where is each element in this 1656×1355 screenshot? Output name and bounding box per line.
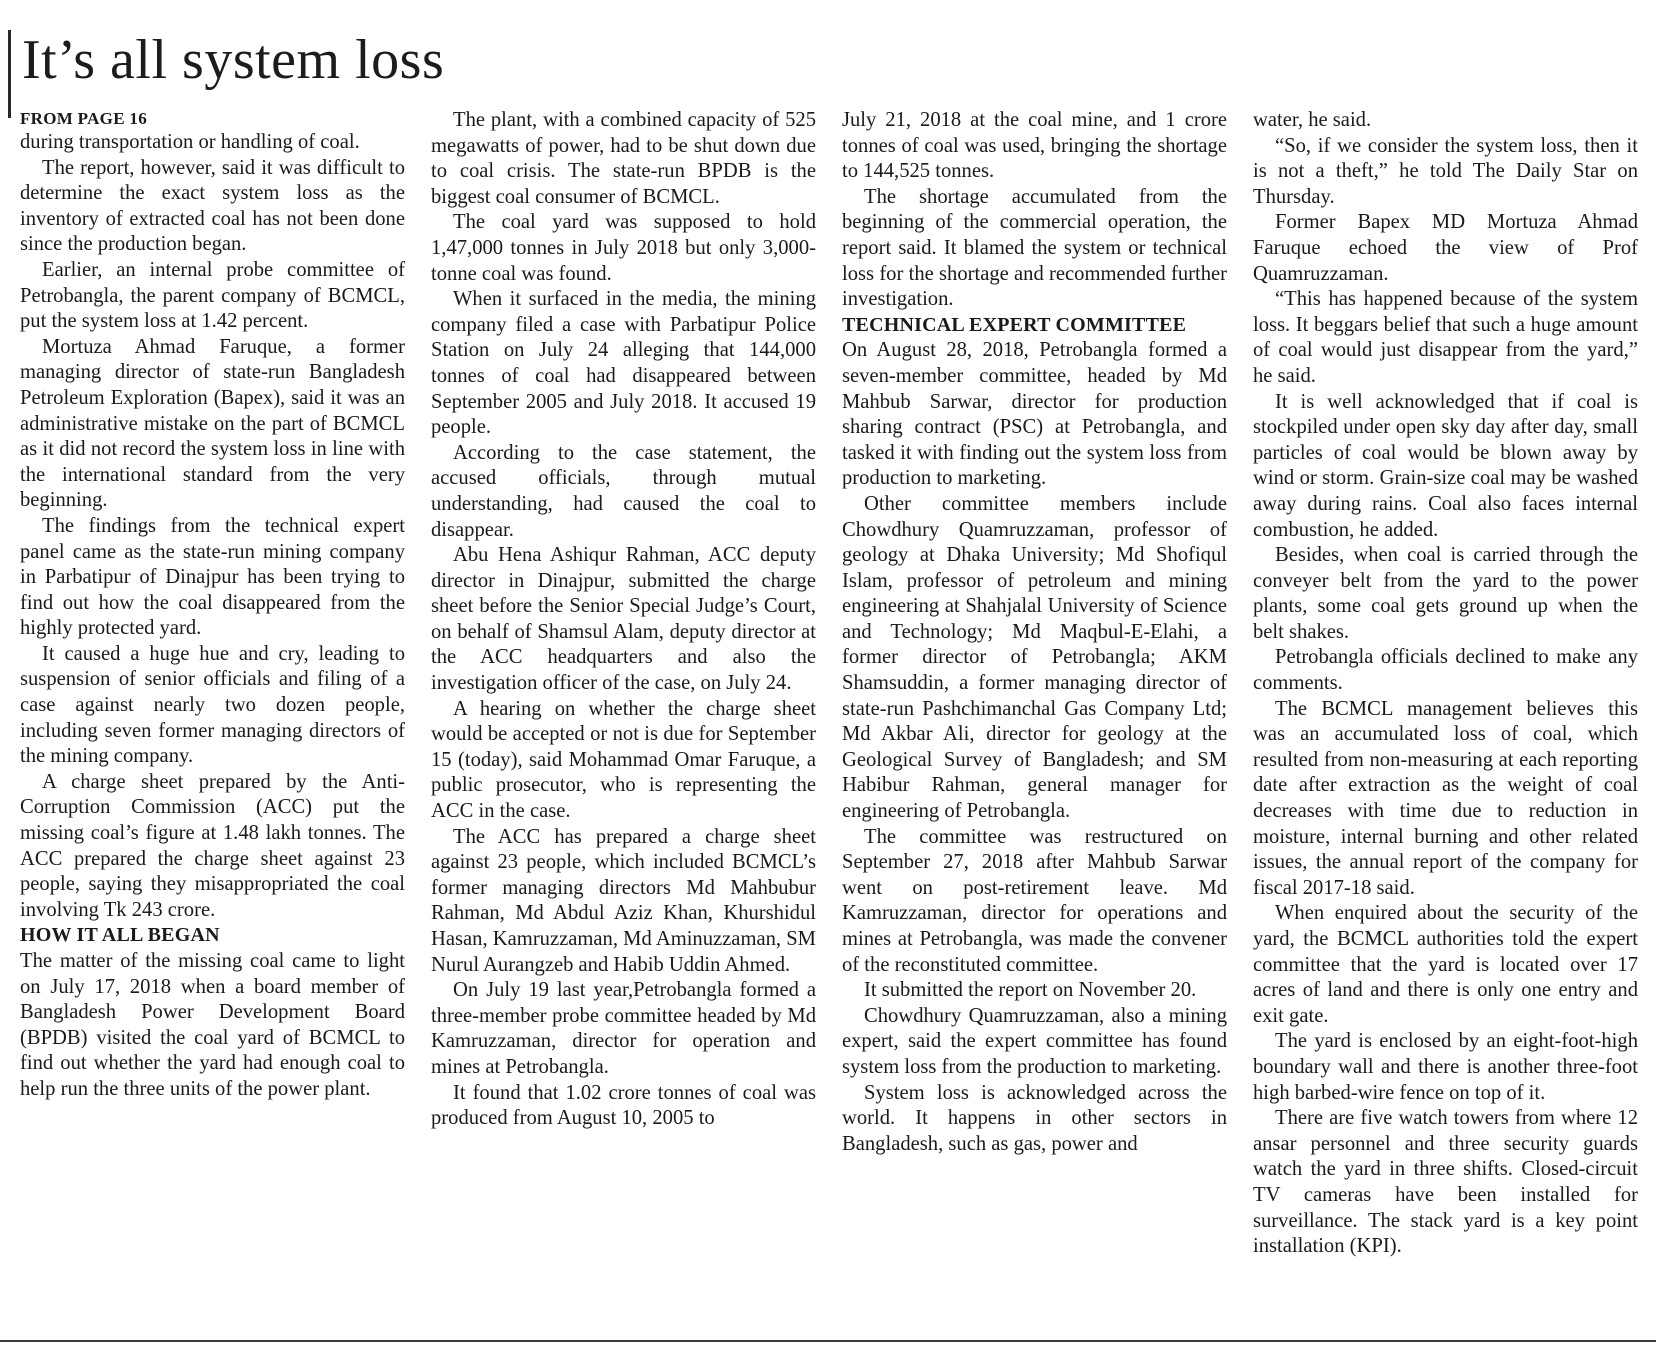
headline-rule [8, 30, 11, 118]
article-paragraph: The shortage accumulated from the beginning of the commercial operation, the report said. It blamed the system or technical loss for the shortage and recommended further investigation. [842, 185, 1227, 311]
article-paragraph: “So, if we consider the system loss, then it is not a theft,” he told The Daily Star on Thursday. [1253, 134, 1638, 208]
article-paragraph: July 21, 2018 at the coal mine, and 1 crore tonnes of coal was used, bringing the shortage to 144,525 tonnes. [842, 109, 1227, 183]
article-paragraph: The committee was restructured on September 27, 2018 after Mahbub Sarwar went on post-retirement leave. Md Kamruzzaman, director for operations and mines at Petrobangla, was made the convener of the reconstituted committee. [842, 825, 1227, 976]
article-paragraph: When enquired about the security of the yard, the BCMCL authorities told the expert committee that the yard is located over 17 acres of land and there is only one entry and exit gate. [1253, 902, 1638, 1027]
article-paragraph: The plant, with a combined capacity of 525 megawatts of power, had to be shut down due to coal crisis. The state-run BPDB is the biggest coal consumer of BCMCL. [431, 109, 816, 208]
article-paragraph: Mortuza Ahmad Faruque, a former managing director of state-run Bangladesh Petroleum Exploration (Bapex), said it was an administrative mistake on the part of BCMCL as it did not record the system loss in line with the international standard from the very beginning. [20, 335, 405, 512]
article-paragraph: Chowdhury Quamruzzaman, also a mining expert, said the expert committee has found system loss from the production to marketing. [842, 1004, 1227, 1078]
article-paragraph: The findings from the technical expert panel came as the state-run mining company in Parbatipur of Dinajpur has been trying to find out how the coal disappeared from the highly protected yard. [20, 514, 405, 640]
article-paragraph: It caused a huge hue and cry, leading to suspension of senior officials and filing of a case against nearly two dozen people, including seven former managing directors of the mining company. [20, 642, 405, 768]
article-paragraph: Petrobangla officials declined to make any comments. [1253, 646, 1638, 695]
section-subhead: TECHNICAL EXPERT COMMITTEE [842, 313, 1187, 336]
article-paragraph: On August 28, 2018, Petrobangla formed a seven-member committee, headed by Md Mahbub Sarwar, director for production sharing contract (PSC) at Petrobangla, and tasked it with finding out the system loss from production to marketing. [842, 339, 1227, 490]
article-paragraph: The BCMCL management believes this was an accumulated loss of coal, which resulted from non-measuring at each reporting date after extraction as the weight of coal decreases with time due to reduction in moisture, internal burning and other related issues, the annual report of the company for fiscal 2017-18 said. [1253, 697, 1638, 899]
article-paragraph: A charge sheet prepared by the Anti-Corruption Commission (ACC) put the missing coal’s figure at 1.48 lakh tonnes. The ACC prepared the charge sheet against 23 people, saying they misappropriated the coal involving Tk 243 crore. [20, 770, 405, 921]
article-paragraph: during transportation or handling of coal. [20, 131, 360, 153]
article-paragraph: The yard is enclosed by an eight-foot-high boundary wall and there is another three-foot high barbed-wire fence on top of it. [1253, 1030, 1638, 1104]
article-paragraph: The coal yard was supposed to hold 1,47,000 tonnes in July 2018 but only 3,000-tonne coal was found. [431, 211, 816, 285]
article-paragraph: Besides, when coal is carried through the conveyer belt from the yard to the power plants, some coal gets ground up when the belt shakes. [1253, 544, 1638, 643]
article-paragraph: The report, however, said it was difficult to determine the exact system loss as the inventory of extracted coal has not been done since the production began. [20, 156, 405, 256]
article-paragraph: It found that 1.02 crore tonnes of coal was produced from August 10, 2005 to [431, 1081, 816, 1130]
article-paragraph: Former Bapex MD Mortuza Ahmad Faruque echoed the view of Prof Quamruzzaman. [1253, 211, 1638, 285]
article-paragraph: It is well acknowledged that if coal is stockpiled under open sky day after day, small particles of coal would be blown away by wind or storm. Grain-size coal may be washed away during rains. Coal also faces internal combustion, he added. [1253, 390, 1638, 541]
article-body [20, 108, 1638, 1328]
article-paragraph: The matter of the missing coal came to light on July 17, 2018 when a board member of Bangladesh Power Development Board (BPDB) visited the coal yard of BCMCL to find out whether the yard had enough coal to help run the three units of the power plant. [20, 950, 405, 1100]
headline: It’s all system loss [22, 29, 445, 91]
article-column-2 [431, 108, 816, 1328]
article-paragraph: “This has happened because of the system loss. It beggars belief that such a huge amount of coal would just disappear from the yard,” he said. [1253, 288, 1638, 387]
article-paragraph: There are five watch towers from where 12 ansar personnel and three security guards watch the yard in three shifts. Closed-circuit TV cameras have been installed for surveillance. The stack yard is a key point installation (KPI). [1253, 1107, 1638, 1258]
section-subhead: HOW IT ALL BEGAN [20, 924, 220, 947]
article-column-1 [20, 108, 405, 1328]
article-paragraph: A hearing on whether the charge sheet would be accepted or not is due for September 15 (today), said Mohammad Omar Faruque, a public prosecutor, who is representing the ACC in the case. [431, 697, 816, 823]
article-paragraph: On July 19 last year,Petrobangla formed a three-member probe committee headed by Md Kamruzzaman, director for operation and mines at Petrobangla. [431, 979, 816, 1078]
article-column-3 [842, 108, 1227, 1328]
article-paragraph: Abu Hena Ashiqur Rahman, ACC deputy director in Dinajpur, submitted the charge sheet before the Senior Special Judge’s Court, on behalf of Shamsul Alam, deputy director at the ACC headquarters and also the investigation officer of the case, on July 24. [431, 544, 816, 695]
continuation-kicker: FROM PAGE 16 [20, 109, 147, 128]
article-paragraph: System loss is acknowledged across the world. It happens in other sectors in Bangladesh, such as gas, power and [842, 1081, 1227, 1155]
article-paragraph: According to the case statement, the accused officials, through mutual understanding, had caused the coal to disappear. [431, 441, 816, 541]
article-paragraph: When it surfaced in the media, the mining company filed a case with Parbatipur Police Station on July 24 alleging that 144,000 tonnes of coal had disappeared between September 2005 and July 2018. It accused 19 people. [431, 288, 816, 439]
article-paragraph: Other committee members include Chowdhury Quamruzzaman, professor of geology at Dhaka University; Md Shofiqul Islam, professor of petroleum and mining engineering at Shahjalal University of Science and Technology; Md Maqbul-E-Elahi, a former director of Petrobangla; AKM Shamsuddin, a former managing director of state-run Pashchimanchal Gas Company Ltd; Md Akbar Ali, director for geology at the Geological Survey of Bangladesh; and SM Habibur Rahman, general manager for engineering of Petrobangla. [842, 492, 1227, 823]
article-paragraph: The ACC has prepared a charge sheet against 23 people, which included BCMCL’s former managing directors Md Mahbubur Rahman, Md Abdul Aziz Khan, Khurshidul Hasan, Kamruzzaman, Md Aminuzzaman, SM Nurul Aurangzeb and Habib Uddin Ahmed. [431, 825, 816, 976]
article-paragraph: Earlier, an internal probe committee of Petrobangla, the parent company of BCMCL, put the system loss at 1.42 percent. [20, 258, 405, 333]
article-paragraph: It submitted the report on November 20. [864, 979, 1197, 1002]
article-column-4 [1253, 108, 1638, 1328]
article-paragraph: water, he said. [1253, 109, 1372, 131]
bottom-rule [0, 1340, 1656, 1342]
